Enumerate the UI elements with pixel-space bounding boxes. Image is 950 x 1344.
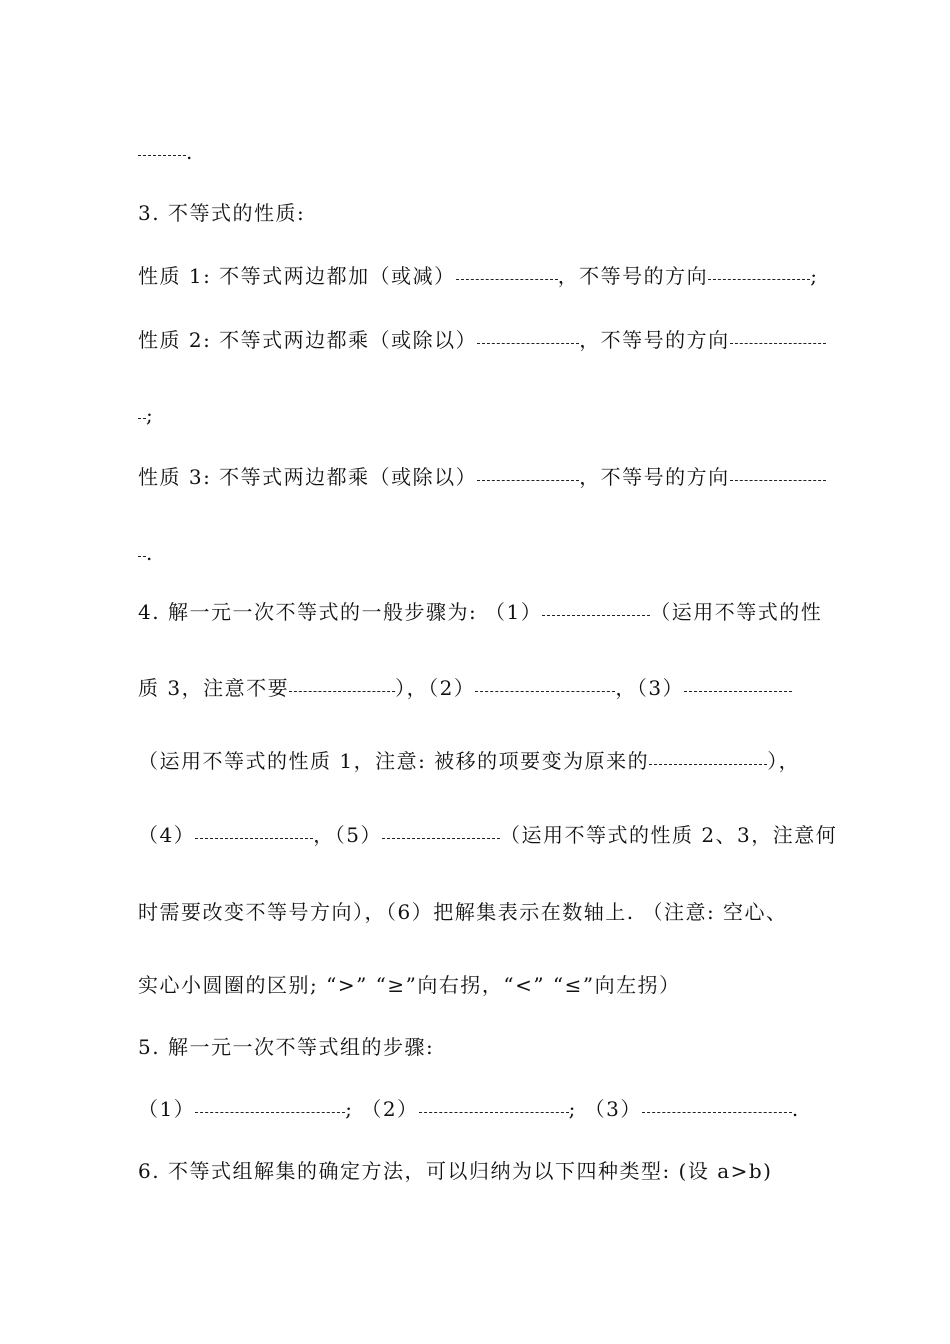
text-line-5 xyxy=(138,462,868,492)
answer-blank[interactable] xyxy=(708,279,810,280)
line-text: ，不等号的方向 xyxy=(579,328,730,352)
answer-blank[interactable] xyxy=(382,838,500,839)
line-text: 4. 解一元一次不等式的一般步骤为: （1） xyxy=(138,600,543,624)
line-text: ，（5） xyxy=(313,823,382,847)
line-text: （4） xyxy=(138,823,196,847)
text-line-3 xyxy=(138,325,868,355)
line-text: 实心小圆圈的区别; “>” “≥”向右拐，“<” “≤”向左拐） xyxy=(138,973,681,997)
answer-blank[interactable] xyxy=(456,279,558,280)
line-text: . xyxy=(186,140,194,164)
answer-blank[interactable] xyxy=(138,418,146,419)
answer-blank[interactable] xyxy=(730,480,826,481)
answer-blank[interactable] xyxy=(138,155,186,156)
answer-blank[interactable] xyxy=(195,838,313,839)
line-text: ）， xyxy=(767,749,801,773)
text-line-9 xyxy=(138,746,868,776)
line-text: 时需要改变不等号方向），（6）把解集表示在数轴上. （注意: 空心、 xyxy=(138,900,788,924)
text-line-4 xyxy=(138,400,868,430)
text-line-11 xyxy=(138,897,868,927)
line-text: 5. 解一元一次不等式组的步骤: xyxy=(138,1035,435,1059)
text-line-14 xyxy=(138,1094,868,1124)
line-text: ），（2） xyxy=(395,676,476,700)
answer-blank[interactable] xyxy=(138,556,146,557)
line-text: ; xyxy=(810,264,819,288)
line-text: ，不等号的方向 xyxy=(557,264,709,288)
text-line-12 xyxy=(138,970,868,1000)
answer-blank[interactable] xyxy=(475,691,615,692)
line-text: 性质 2: 不等式两边都乘（或除以） xyxy=(138,328,478,352)
text-line-10 xyxy=(138,820,868,850)
answer-blank[interactable] xyxy=(649,764,767,765)
line-text: 质 3，注意不要 xyxy=(138,676,290,700)
line-text: （运用不等式的性质 2、3，注意何 xyxy=(499,823,838,847)
line-text: ; （3） xyxy=(568,1097,642,1121)
line-text: . xyxy=(791,1097,800,1121)
line-text: （运用不等式的性 xyxy=(650,600,823,624)
line-text: 性质 1: 不等式两边都加（或减） xyxy=(138,264,456,288)
text-line-6 xyxy=(138,538,868,568)
line-text: 性质 3: 不等式两边都乘（或除以） xyxy=(138,465,478,489)
text-line-13 xyxy=(138,1032,868,1062)
answer-blank[interactable] xyxy=(477,343,579,344)
answer-blank[interactable] xyxy=(195,1112,345,1113)
line-text: . xyxy=(146,541,154,565)
text-line-15 xyxy=(138,1156,868,1186)
answer-blank[interactable] xyxy=(542,615,650,616)
line-text: 3. 不等式的性质: xyxy=(138,201,306,225)
answer-blank[interactable] xyxy=(419,1112,569,1113)
text-line-8 xyxy=(138,673,868,703)
answer-blank[interactable] xyxy=(684,691,792,692)
line-text: ; （2） xyxy=(345,1097,419,1121)
text-line-2 xyxy=(138,261,868,291)
text-line-0 xyxy=(138,137,868,167)
line-text: ，（3） xyxy=(615,676,685,700)
answer-blank[interactable] xyxy=(477,480,579,481)
line-text: ，不等号的方向 xyxy=(579,465,730,489)
line-text: ; xyxy=(146,403,155,427)
text-line-1 xyxy=(138,198,868,228)
line-text: （运用不等式的性质 1，注意: 被移的项要变为原来的 xyxy=(138,749,650,773)
answer-blank[interactable] xyxy=(730,343,826,344)
line-text: （1） xyxy=(138,1097,196,1121)
answer-blank[interactable] xyxy=(289,691,395,692)
text-line-7 xyxy=(138,597,868,627)
answer-blank[interactable] xyxy=(642,1112,792,1113)
line-text: 6. 不等式组解集的确定方法，可以归纳为以下四种类型: (设 a>b) xyxy=(138,1159,773,1183)
